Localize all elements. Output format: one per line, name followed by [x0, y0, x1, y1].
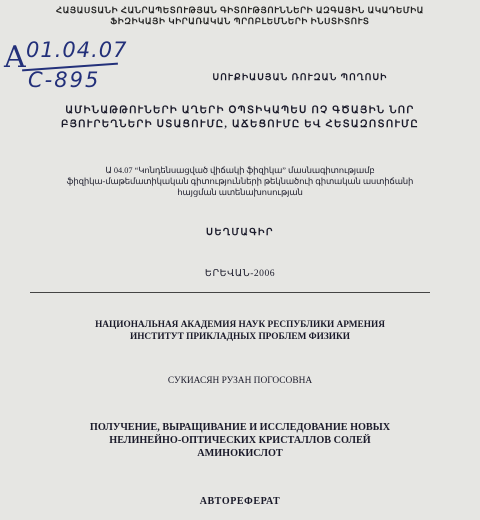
- russian-doc-type: АВТОРЕФЕРАТ: [199, 496, 281, 507]
- armenian-specialty-line-2: ֆիզիկա-մաթեմատիկական գիտությունների թեկնածուի գիտական աստիճանի: [66, 177, 414, 186]
- stamp-letter: A: [4, 40, 26, 75]
- armenian-institution: [0, 5, 480, 27]
- russian-institution-line-1: НАЦИОНАЛЬНАЯ АКАДЕМИЯ НАУК РЕСПУБЛИКИ АРМЕНИЯ: [95, 320, 385, 330]
- armenian-specialty-line-3: հայցման ատենախոսության: [177, 188, 303, 197]
- armenian-title: [0, 104, 480, 132]
- armenian-specialty: [0, 165, 480, 198]
- russian-author: СУКИАСЯН РУЗАН ПОГОСОВНА: [167, 376, 313, 386]
- russian-title-line-1: ПОЛУЧЕНИЕ, ВЫРАЩИВАНИЕ И ИССЛЕДОВАНИЕ НОВЫХ: [89, 422, 391, 433]
- russian-institution: [0, 319, 480, 343]
- separator-line: [30, 292, 430, 293]
- armenian-title-line-2: ԲՅՈՒՐԵՂՆԵՐԻ ՍՏԱՑՈՒՄԸ, ԱՃԵՑՈՒՄԸ ԵՎ ՀԵՏԱԶՈՏՈՒՄԸ: [60, 119, 420, 130]
- armenian-author: ՍՈՒՔԻԱՍՅԱՆ ՌՈՒԶԱՆ ՊՈՂՈՍԻ: [212, 72, 388, 82]
- armenian-institution-line-2: ՖԻԶԻԿԱՅԻ ԿԻՐԱՌԱԿԱՆ ՊՐՈԲԼԵՄՆԵՐԻ ԻՆՍՏԻՏՈՒՏ: [110, 16, 370, 26]
- armenian-specialty-line-1: Ա 04.07 “Կոնդենսացված վիճակի ֆիզիկա” մասնագիտությամբ: [105, 166, 375, 175]
- armenian-institution-line-1: ՀԱՅԱՍՏԱՆԻ ՀԱՆՐԱՊԵՏՈՒԹՅԱՆ ԳԻՏՈՒԹՅՈՒՆՆԵՐԻ ԱԶԳԱՅԻՆ ԱԿԱԴԵՄԻԱ: [56, 5, 424, 15]
- armenian-title-line-1: ԱՄԻՆԱԹԹՈՒՆԵՐԻ ԱՂԵՐԻ ՕՊՏԻԿԱՊԵՍ ՈՉ ԳԾԱՅԻՆ ՆՈՐ: [65, 105, 415, 116]
- armenian-city-year: ԵՐԵՎԱՆ-2006: [204, 268, 276, 279]
- stamp-number: C-895: [28, 68, 101, 92]
- russian-title-line-3: АМИНОКИСЛОТ: [197, 448, 283, 459]
- russian-institution-line-2: ИНСТИТУТ ПРИКЛАДНЫХ ПРОБЛЕМ ФИЗИКИ: [129, 332, 351, 342]
- russian-title: [0, 421, 480, 460]
- stamp-code: 01.04.07: [26, 38, 128, 62]
- armenian-doc-type: ՍԵՂՄԱԳԻՐ: [206, 227, 274, 238]
- russian-title-line-2: НЕЛИНЕЙНО-ОПТИЧЕСКИХ КРИСТАЛЛОВ СОЛЕЙ: [109, 435, 371, 446]
